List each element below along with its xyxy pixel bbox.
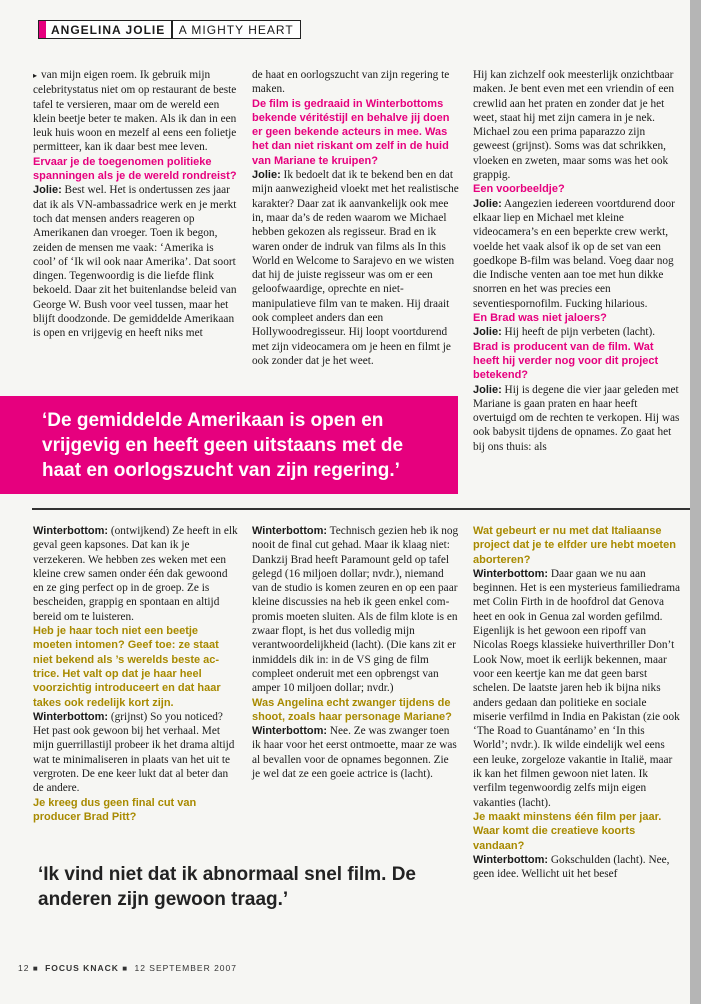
- column-2: [252, 68, 459, 368]
- answer-text: Gokschulden (lacht). Nee, geen idee. Wellicht uit het besef: [473, 853, 670, 881]
- speaker-label: Winterbottom:: [473, 567, 549, 580]
- pull-quote-1: ‘De gemiddelde Amerikaan is open en vrijgevig en heeft geen uitstaans met de haat en oorlogszucht van zijn regering.’: [0, 396, 458, 494]
- answer: [252, 524, 459, 696]
- speaker-label: Jolie:: [473, 326, 502, 339]
- page-edge: [690, 0, 701, 1004]
- speaker-label: Jolie:: [473, 197, 502, 210]
- answer: [33, 710, 238, 796]
- answer: [473, 325, 681, 339]
- column-3: [473, 68, 681, 454]
- speaker-label: Winterbottom:: [33, 710, 109, 723]
- issue-date: 12 SEPTEMBER 2007: [134, 963, 237, 973]
- column-5: [252, 524, 459, 781]
- body-text: ▸ van mijn eigen roem. Ik gebruik mijn celebritystatus niet om op restaurant de beste tafel te versieren, maar om de wereld een klein beetje beter te maken. Als ik dan in een leuk huis woon en mezelf al eens een folietje permitteer, kan ik daar best mee leven.: [33, 69, 237, 154]
- section-divider: [32, 508, 690, 510]
- answer-text: Hij heeft de pijn verbeten (lacht).: [501, 326, 656, 339]
- body-text: Hij kan zichzelf ook meesterlijk onzichtbaar maken. Je bent even met een vriendin of een crewlid aan het praten en zonder dat je het weet, staat hij met zijn camera in je nek. Michael zou een prima paparazzo zijn geweest (grijnst). Soms was dat schrikken, vloeken en zweten, maar soms was het ook grappig.: [473, 69, 675, 182]
- header-accent-bar: [39, 21, 46, 38]
- speaker-label: Winterbottom:: [252, 525, 328, 537]
- answer-text: Ik bedoelt dat ik te bekend ben en dat mijn aanwezigheid vloekt met het realistische karakter? Daar zat ik aanvankelijk ook mee in, maar da’s de reden waarom we Michael hebben gekozen als regisseur. Brad en ik waren onder de indruk van films als In this World en Welcome to Sarajevo en we wisten dat hij de juiste regisseur was om er een geloofwaardige, oprechte en niet-manipulatieve film van te maken. Hij draait ook compleet anders dan een Hollywoodregisseur. Hij loopt voortdurend met zijn videocamera om je heen en filmt je ook zonder dat je het weet.: [252, 169, 459, 367]
- answer-text: (grijnst) So you noticed? Het past ook gewoon bij het verhaal. Met mijn guerrillastijl probeer ik het drama altijd wat te minimaliseren in plaats van het uit te vergroten. De ene keer lukt dat al beter dan de andere.: [33, 710, 235, 795]
- article-header: [38, 20, 301, 39]
- question: Brad is producent van de film. Wat heeft hij verder nog voor dit project betekend?: [473, 340, 659, 382]
- page-number: 12: [18, 963, 30, 973]
- answer: [473, 567, 681, 810]
- answer: [252, 168, 459, 368]
- magazine-name: FOCUS KNACK: [45, 963, 119, 973]
- continuation-arrow-icon: ▸: [33, 71, 38, 80]
- speaker-label: Jolie:: [252, 169, 281, 182]
- answer-text: Nee. Ze was zwanger toen ik haar voor het eerst ontmoette, maar ze was al bevallen voor de opnames begonnen. Zie je wel dat ze een goeie actrice is (lacht).: [252, 725, 457, 781]
- question: Wat gebeurt er nu met dat Italiaanse project dat je te elfder ure hebt moeten aborteren?: [473, 525, 676, 566]
- answer-text: Daar gaan we nu aan beginnen. Het is een mysterieus familiedrama met Colin Firth in de hoofdrol dat Genova heet en ook in Genua zal worden gefilmd. Eigenlijk is het gewoon een ripoff van Nicolas Roegs klassieke huiverthriller Don’t Look Now, moet ik eerlijk bekennen, maar voor een keertje kan me dat geen barst schelen. De laatste jaren heb ik bijna niks anders gedaan dan politieke en sociale miserie verfilmd in India en Pakistan (zie ook ‘The Road to Guantánamo’ en ‘In this World’; nvdr.). Ik wilde eindelijk wel eens een leuke, zorgeloze vakantie in Italië, maar ik kan het filmen gewoon niet laten. Ik verfilm tegenwoordig zelfs mijn eigen vakanties (lacht).: [473, 567, 681, 809]
- answer: [473, 197, 681, 311]
- answer-text: Technisch gezien heb ik nog nooit de final cut gehad. Maar ik klaag niet: Dankzij Brad heeft Paramount geld op tafel gelegd (16 miljoen dollar; nvdr.), niemand van de studio is komen zeuren en op een paar kleine discussies na heb ik geen enkel compromis moeten sluiten. Als de film klote is en zwaar flopt, is het dus volledig mijn verantwoordelijkheid (lacht). (Die kans zit er inmiddels dik in: in de VS ging de film compleet onderuit met een opbrengst van amper 10 miljoen dollar; nvdr.): [252, 525, 459, 695]
- question: Je kreeg dus geen final cut van producer Brad Pitt?: [33, 796, 197, 823]
- column-1: [33, 68, 238, 341]
- question: Je maakt minstens één film per jaar. Waar komt die creatieve koorts vandaan?: [473, 810, 662, 852]
- footer-square-icon: ■: [32, 964, 39, 973]
- answer-text: Aangezien iedereen voortdurend door elkaar liep en Michael met kleine videocamera’s en een beperkte crew werkt, voelde het vaak alsof ik op de set van een goedkope B-film was beland. Voeg daar nog die Indische venten aan toe met hun dikke snorren en het was precies een seventiespornofilm. Fucking hilarious.: [473, 197, 675, 310]
- answer: [473, 853, 681, 882]
- speaker-label: Winterbottom:: [33, 525, 109, 537]
- answer: [473, 383, 681, 454]
- column-4: [33, 524, 238, 824]
- header-name: ANGELINA JOLIE: [51, 22, 166, 37]
- speaker-label: Jolie:: [33, 184, 62, 197]
- question: Was Angelina echt zwanger tijdens de shoot, zoals haar personage Mariane?: [252, 696, 452, 723]
- speaker-label: Jolie:: [473, 383, 502, 396]
- answer: [33, 524, 238, 624]
- answer-text: Best wel. Het is ondertussen zes jaar dat ik als VN-ambassadrice werk en je merkt toch dat mensen anders reageren op Amerikanen dan vroeger. Toen ik begon, zeiden de mensen me vaak: ‘Amerika is cool’ of ‘Ik wil ook naar Amerika’. Dat soort dingen. Tegenwoordig is die liefde flink bekoeld. Daar zit het buitenlandse beleid van George W. Bush voor veel tussen, maar het blijft doodzonde. De gemiddelde Amerikaan is open en vrijgevig en heeft niks met: [33, 184, 237, 340]
- question: Een voorbeeldje?: [473, 183, 565, 196]
- body-text: de haat en oorlogszucht van zijn regering te maken.: [252, 69, 450, 96]
- question: En Brad was niet jaloers?: [473, 312, 607, 325]
- answer-text: (ontwijkend) Ze heeft in elk geval geen kapsones. Dat kan ik je verzekeren. We hebben zes weken met een kleine crew samen onder één dak gewoond en ze ging perfect op in de groep. Ze is bescheiden, grappig en spontaan en altijd bereid om te luisteren.: [33, 525, 238, 623]
- header-subtitle: A MIGHTY HEART: [178, 22, 294, 37]
- column-6: [473, 524, 681, 881]
- question: Ervaar je de toegenomen politieke spanningen als je de wereld rondreist?: [33, 155, 237, 183]
- speaker-label: Winterbottom:: [252, 725, 328, 738]
- question: Heb je haar toch niet een beetje moeten intomen? Geef toe: ze staat niet bekend als ’s werelds beste actrice. Het valt op dat je haar heel voorzichtig introduceert en dat haar takes ook redelijk kort zijn.: [33, 625, 221, 709]
- question: De film is gedraaid in Winterbottoms bekende véritéstijl en behalve jij doen er geen bekende acteurs in mee. Was het dan niet riskant om zelf in de huid van Mariane te kruipen?: [252, 97, 450, 167]
- answer-text: Hij is degene die vier jaar geleden met Mariane is gaan praten en haar heeft overtuigd om de rechten te verkopen. Hij was ook babysit tijdens de opnames. Zo gaat het bij ons thuis: als: [473, 383, 680, 453]
- answer: [33, 183, 238, 340]
- page-footer: [18, 963, 237, 973]
- pull-quote-2: ‘Ik vind niet dat ik abnormaal snel film. De anderen zijn gewoon traag.’: [38, 864, 416, 910]
- speaker-label: Winterbottom:: [473, 853, 549, 866]
- footer-square-icon: ■: [122, 964, 129, 973]
- answer: [252, 724, 459, 781]
